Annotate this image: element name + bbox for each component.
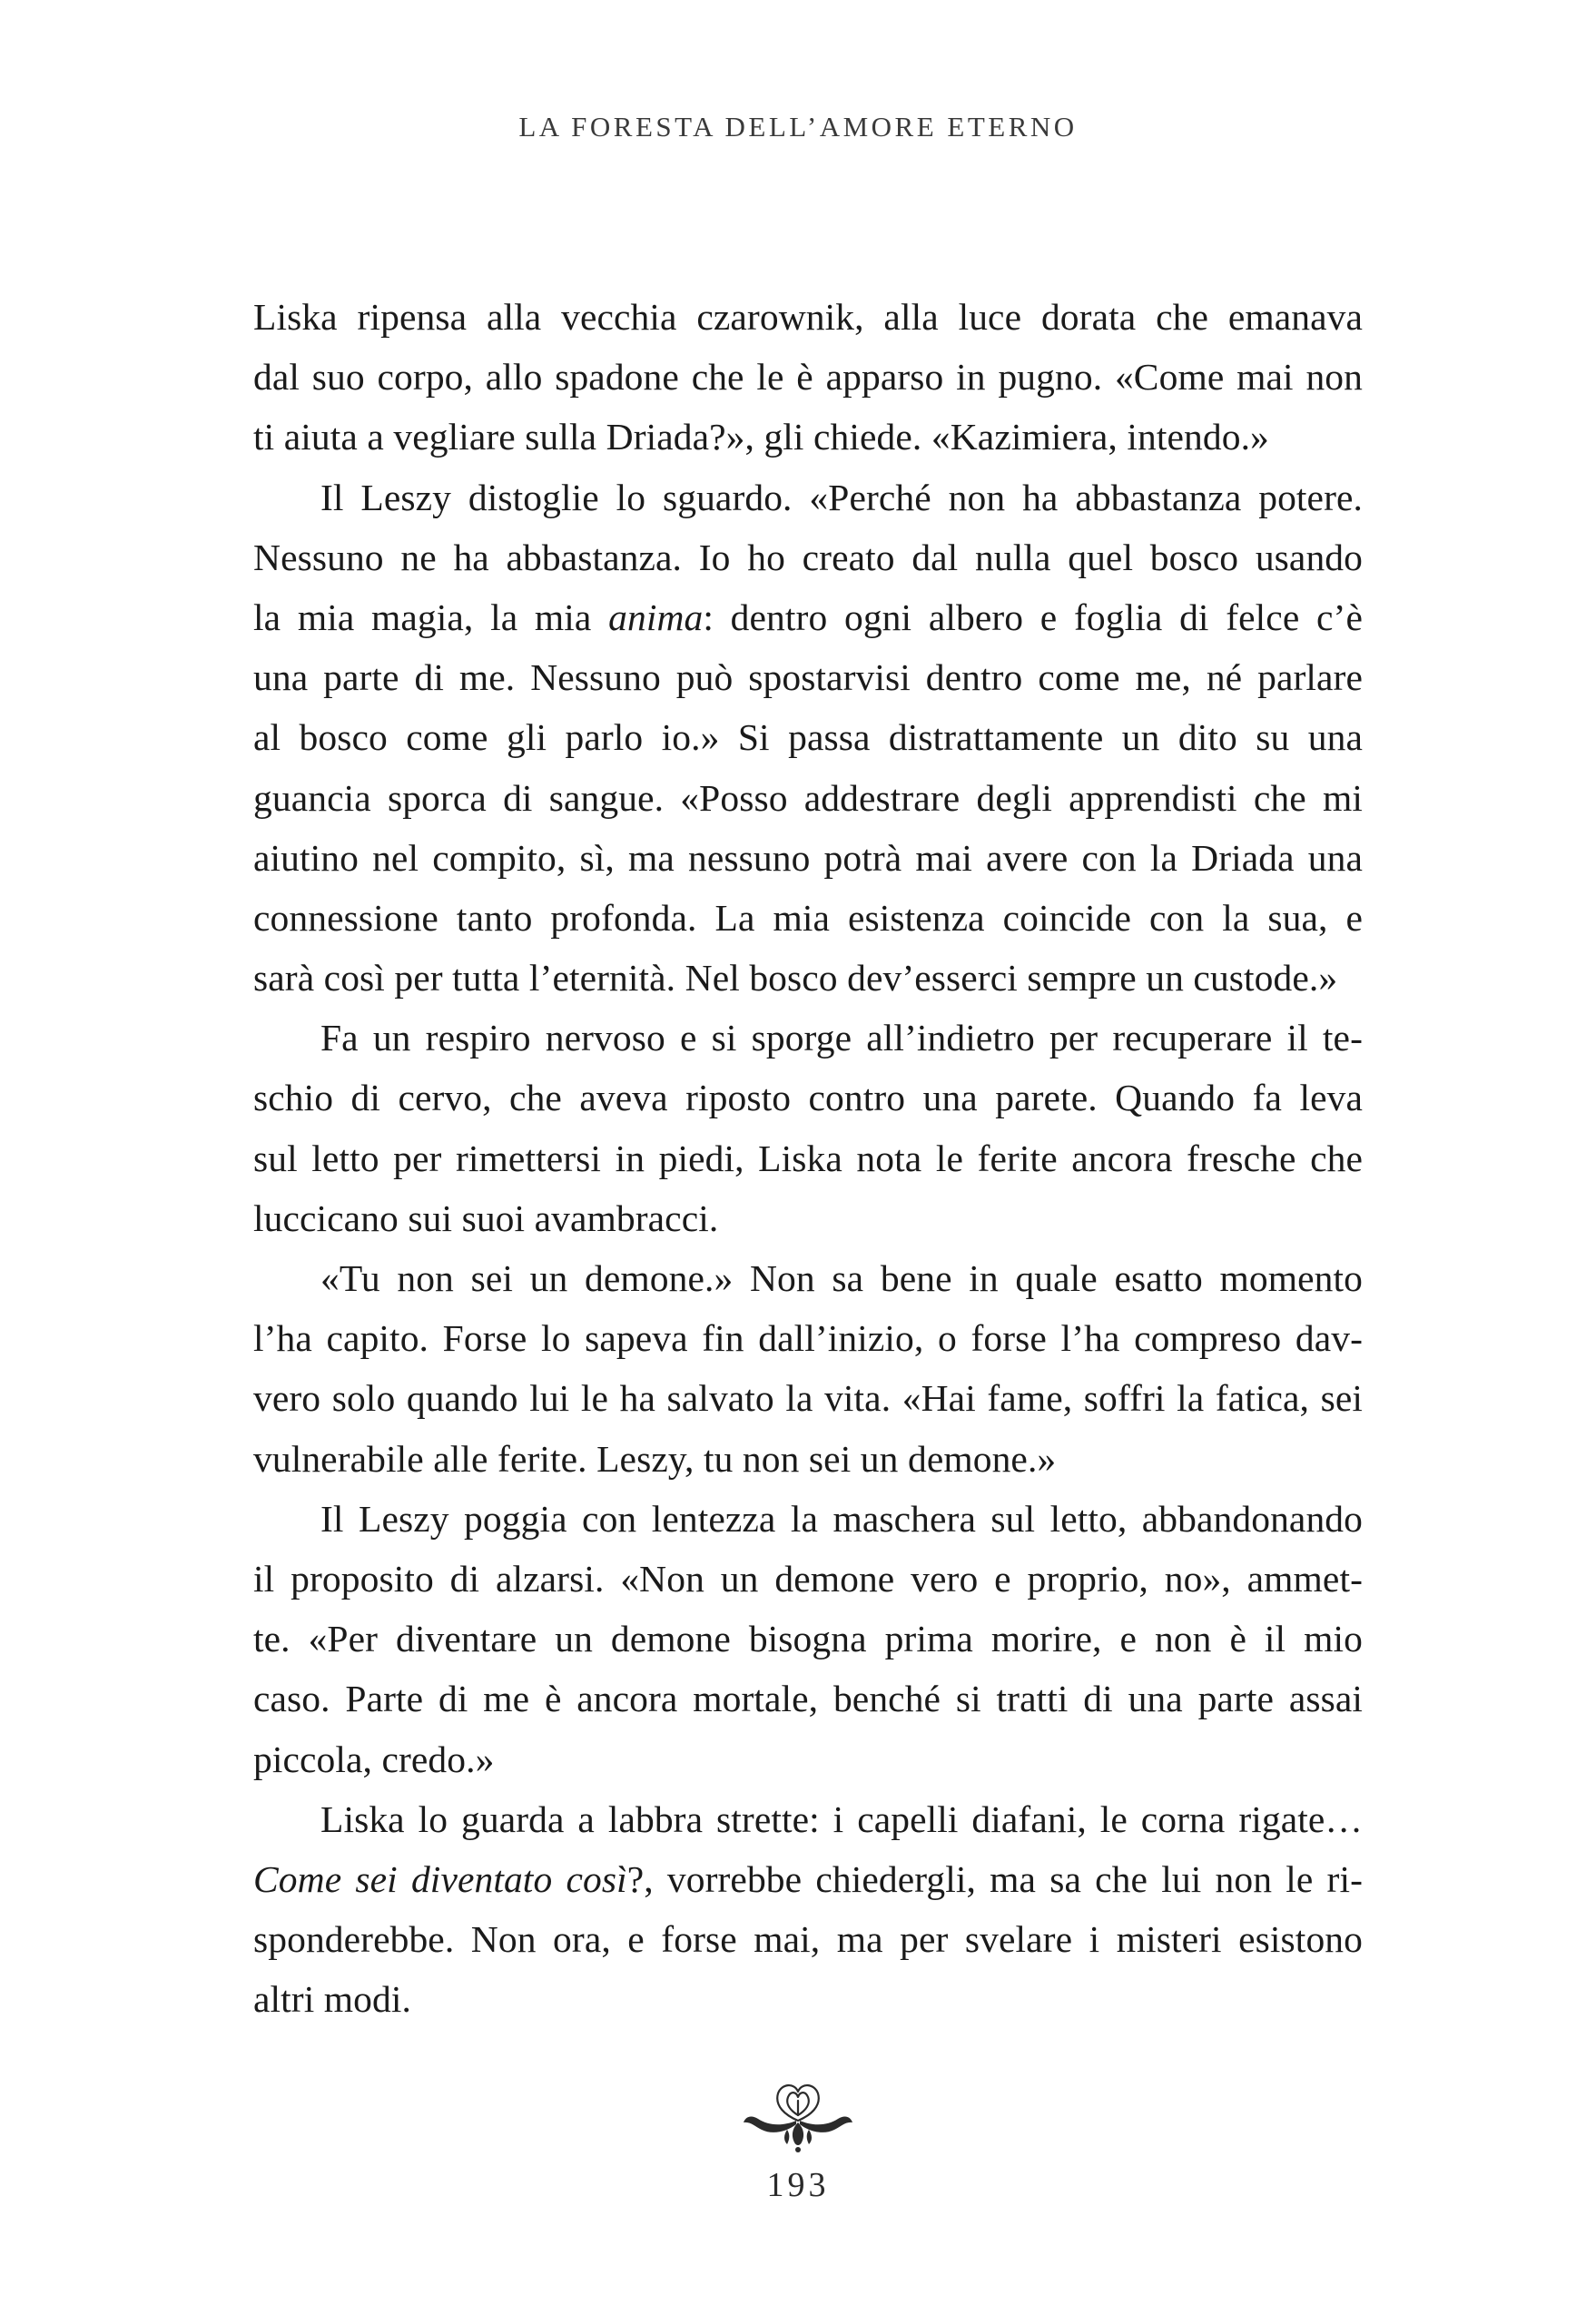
text-line: Fa un respiro nervoso e si sporge all’indietro per recuperare il te- (320, 1017, 1363, 1059)
text-line: Il Leszy poggia con lentezza la maschera sul letto, abbandonando (320, 1497, 1363, 1540)
text-segment: : dentro ogni albero e foglia di felce c’è (703, 596, 1363, 638)
text-line: vero solo quando lui le ha salvato la vita. «Hai fame, soffri la fatica, sei (253, 1377, 1363, 1420)
italic-word: anima (608, 596, 704, 638)
text-line: «Tu non sei un demone.» Non sa bene in quale esatto momento (320, 1257, 1363, 1299)
text-line: Liska lo guarda a labbra strette: i capelli diafani, le corna rigate… (320, 1797, 1363, 1840)
text-line (253, 587, 1363, 647)
text-line: caso. Parte di me è ancora mortale, benché si tratti di una parte assai (253, 1678, 1363, 1720)
text-line: te. «Per diventare un demone bisogna prima morire, e non è il mio (253, 1618, 1363, 1660)
text-line: piccola, credo.» (253, 1738, 495, 1780)
text-line: sarà così per tutta l’eternità. Nel bosco dev’esserci sempre un custode.» (253, 957, 1338, 1000)
text-line: sul letto per rimettersi in piedi, Liska nota le ferite ancora fresche che (253, 1137, 1363, 1179)
text-line: sponderebbe. Non ora, e forse mai, ma per svelare i misteri esistono (253, 1918, 1363, 1961)
text-line: dal suo corpo, allo spadone che le è apparso in pugno. «Come mai non (253, 356, 1363, 399)
text-line: al bosco come gli parlo io.» Si passa distrattamente un dito su una (253, 716, 1363, 759)
floral-ornament-icon (742, 2079, 854, 2155)
body-text (253, 287, 1363, 2029)
page-number: 193 (766, 2166, 830, 2204)
text-line: Il Leszy distoglie lo sguardo. «Perché non ha abbastanza potere. (320, 476, 1363, 518)
text-line: connessione tanto profonda. La mia esistenza coincide con la sua, e (253, 896, 1363, 939)
text-line: aiutino nel compito, sì, ma nessuno potrà mai avere con la Driada una (253, 836, 1363, 879)
running-head-title: LA FORESTA DELL’AMORE ETERNO (518, 111, 1078, 143)
text-line: guancia sporca di sangue. «Posso addestrare degli apprendisti che mi (253, 776, 1363, 819)
text-line (253, 1849, 1363, 1909)
italic-phrase: Come sei diventato così (253, 1857, 627, 1900)
text-line: vulnerabile alle ferite. Leszy, tu non sei un demone.» (253, 1437, 1057, 1480)
text-line: una parte di me. Nessuno può spostarvisi dentro come me, né parlare (253, 656, 1363, 699)
text-line: ti aiuta a vegliare sulla Driada?», gli chiede. «Kazimiera, intendo.» (253, 416, 1269, 458)
text-line: l’ha capito. Forse lo sapeva fin dall’inizio, o forse l’ha compreso dav- (253, 1317, 1363, 1360)
text-line: Liska ripensa alla vecchia czarownik, alla luce dorata che emanava (253, 296, 1363, 338)
text-segment: la mia magia, la mia (253, 596, 609, 638)
text-segment: ?, vorrebbe chiedergli, ma sa che lui non le ri- (626, 1857, 1364, 1900)
text-line: schio di cervo, che aveva riposto contro una parete. Quando fa leva (253, 1077, 1363, 1119)
text-line: Nessuno ne ha abbastanza. Io ho creato dal nulla quel bosco usando (253, 536, 1363, 578)
text-line: luccicano sui suoi avambracci. (253, 1196, 719, 1239)
text-line: il proposito di alzarsi. «Non un demone vero e proprio, no», ammet- (253, 1557, 1363, 1600)
text-line: altri modi. (253, 1978, 411, 2021)
